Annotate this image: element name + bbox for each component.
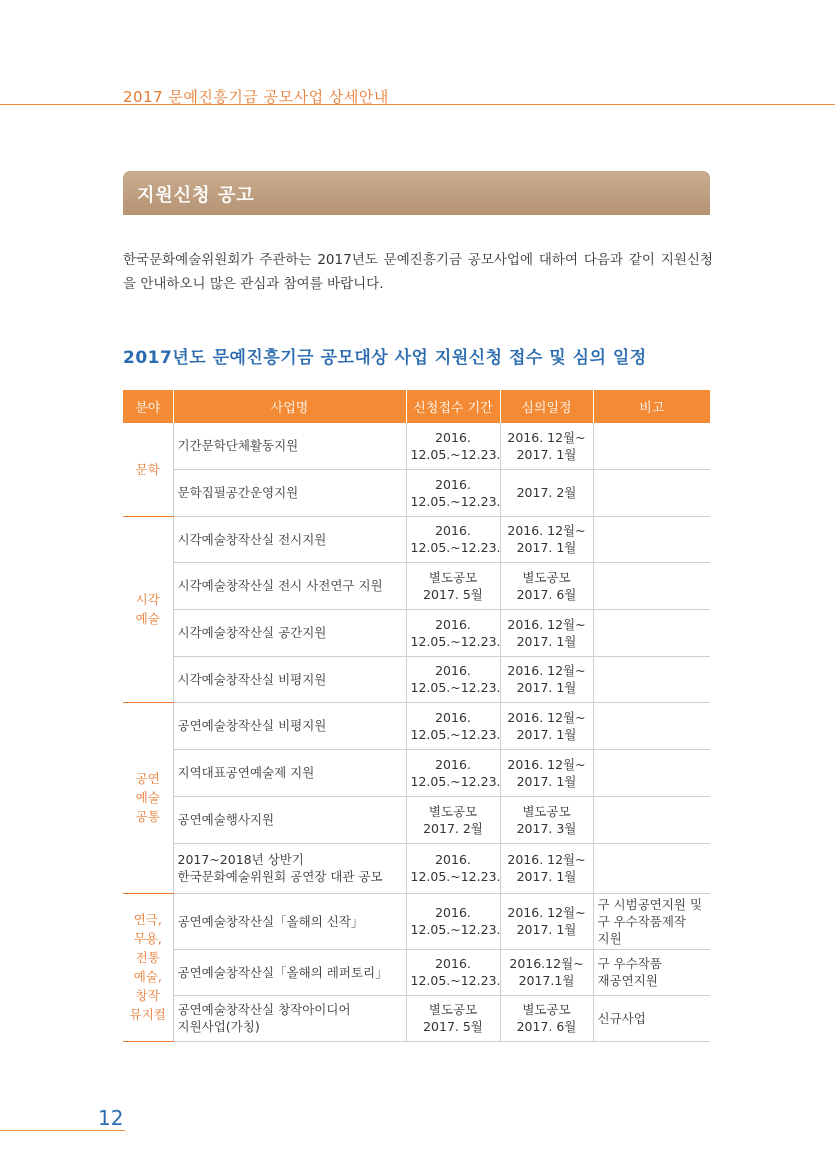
- application-period-cell: 별도공모 2017. 2월: [406, 796, 500, 843]
- application-period-cell: 별도공모 2017. 5월: [406, 562, 500, 609]
- application-period-cell: 2016. 12.05.~12.23.: [406, 469, 500, 516]
- table-row: [123, 749, 710, 796]
- header-rule: [0, 104, 835, 105]
- table-title: 2017년도 문예진흥기금 공모대상 사업 지원신청 접수 및 심의 일정: [123, 348, 647, 368]
- application-period-cell: 2016. 12.05.~12.23.: [406, 609, 500, 656]
- program-name-cell: 시각예술창작산실 공간지원: [173, 609, 406, 656]
- application-period-cell: 2016. 12.05.~12.23.: [406, 656, 500, 702]
- application-period-cell: 2016. 12.05.~12.23.: [406, 893, 500, 949]
- note-cell: [593, 562, 710, 609]
- section-heading-bar: [123, 171, 710, 215]
- review-schedule-cell: 2016. 12월~ 2017. 1월: [500, 893, 593, 949]
- note-cell: [593, 843, 710, 893]
- footer-rule: [0, 1130, 125, 1131]
- program-name-cell: 문학집필공간운영지원: [173, 469, 406, 516]
- program-name-cell: 기간문학단체활동지원: [173, 423, 406, 469]
- program-name-cell: 시각예술창작산실 비평지원: [173, 656, 406, 702]
- category-cell: 시각 예술: [123, 516, 173, 702]
- review-schedule-cell: 2016. 12월~ 2017. 1월: [500, 516, 593, 562]
- note-cell: [593, 609, 710, 656]
- program-name-cell: 시각예술창작산실 전시 사전연구 지원: [173, 562, 406, 609]
- header-note: 비고: [593, 390, 710, 423]
- review-schedule-cell: 2016. 12월~ 2017. 1월: [500, 656, 593, 702]
- note-cell: [593, 796, 710, 843]
- application-period-cell: 별도공모 2017. 5월: [406, 995, 500, 1041]
- review-schedule-cell: 2017. 2월: [500, 469, 593, 516]
- application-period-cell: 2016. 12.05.~12.23.: [406, 423, 500, 469]
- program-name-cell: 공연예술창작산실 비평지원: [173, 702, 406, 749]
- table-row: [123, 995, 710, 1041]
- note-cell: [593, 516, 710, 562]
- program-name-cell: 지역대표공연예술제 지원: [173, 749, 406, 796]
- table-row: [123, 516, 710, 562]
- table-row: [123, 796, 710, 843]
- program-name-cell: 공연예술행사지원: [173, 796, 406, 843]
- table-row: [123, 609, 710, 656]
- header-application-period: 신청접수 기간: [406, 390, 500, 423]
- application-period-cell: 2016. 12.05.~12.23.: [406, 949, 500, 995]
- review-schedule-cell: 별도공모 2017. 6월: [500, 562, 593, 609]
- review-schedule-cell: 2016. 12월~ 2017. 1월: [500, 843, 593, 893]
- table-row: [123, 562, 710, 609]
- program-name-cell: 시각예술창작산실 전시지원: [173, 516, 406, 562]
- application-period-cell: 2016. 12.05.~12.23.: [406, 843, 500, 893]
- header-category: 분야: [123, 390, 173, 423]
- category-cell: 연극, 무용, 전통 예술, 창작 뮤지컬: [123, 893, 173, 1041]
- note-cell: [593, 423, 710, 469]
- table-row: [123, 423, 710, 469]
- page-number: 12: [98, 1106, 124, 1130]
- category-cell: 문학: [123, 423, 173, 516]
- table-row: [123, 949, 710, 995]
- table-row: [123, 893, 710, 949]
- review-schedule-cell: 별도공모 2017. 6월: [500, 995, 593, 1041]
- program-name-cell: 공연예술창작산실「올해의 레퍼토리」: [173, 949, 406, 995]
- table-header-row: [123, 390, 710, 423]
- review-schedule-cell: 2016.12월~ 2017.1월: [500, 949, 593, 995]
- table-row: [123, 843, 710, 893]
- note-cell: [593, 656, 710, 702]
- section-title: 지원신청 공고: [137, 185, 255, 206]
- note-cell: [593, 749, 710, 796]
- running-header-title: 2017 문예진흥기금 공모사업 상세안내: [123, 88, 389, 106]
- application-period-cell: 2016. 12.05.~12.23.: [406, 702, 500, 749]
- note-cell: 신규사업: [593, 995, 710, 1041]
- review-schedule-cell: 2016. 12월~ 2017. 1월: [500, 423, 593, 469]
- category-cell: 공연 예술 공통: [123, 702, 173, 893]
- program-name-cell: 공연예술창작산실「올해의 신작」: [173, 893, 406, 949]
- note-cell: [593, 702, 710, 749]
- program-name-cell: 2017~2018년 상반기 한국문화예술위원회 공연장 대관 공모: [173, 843, 406, 893]
- review-schedule-cell: 2016. 12월~ 2017. 1월: [500, 749, 593, 796]
- program-name-cell: 공연예술창작산실 창작아이디어 지원사업(가칭): [173, 995, 406, 1041]
- review-schedule-cell: 2016. 12월~ 2017. 1월: [500, 609, 593, 656]
- application-period-cell: 2016. 12.05.~12.23.: [406, 516, 500, 562]
- schedule-table: [123, 390, 710, 1042]
- note-cell: 구 시범공연지원 및 구 우수작품제작 지원: [593, 893, 710, 949]
- review-schedule-cell: 별도공모 2017. 3월: [500, 796, 593, 843]
- intro-paragraph: 한국문화예술위원회가 주관하는 2017년도 문예진흥기금 공모사업에 대하여 다음과 같이 지원신청을 안내하오니 많은 관심과 참여를 바랍니다.: [123, 252, 713, 292]
- note-cell: 구 우수작품 재공연지원: [593, 949, 710, 995]
- note-cell: [593, 469, 710, 516]
- application-period-cell: 2016. 12.05.~12.23.: [406, 749, 500, 796]
- review-schedule-cell: 2016. 12월~ 2017. 1월: [500, 702, 593, 749]
- table-row: [123, 656, 710, 702]
- table-row: [123, 702, 710, 749]
- header-review-schedule: 심의일정: [500, 390, 593, 423]
- header-program-name: 사업명: [173, 390, 406, 423]
- table-row: [123, 469, 710, 516]
